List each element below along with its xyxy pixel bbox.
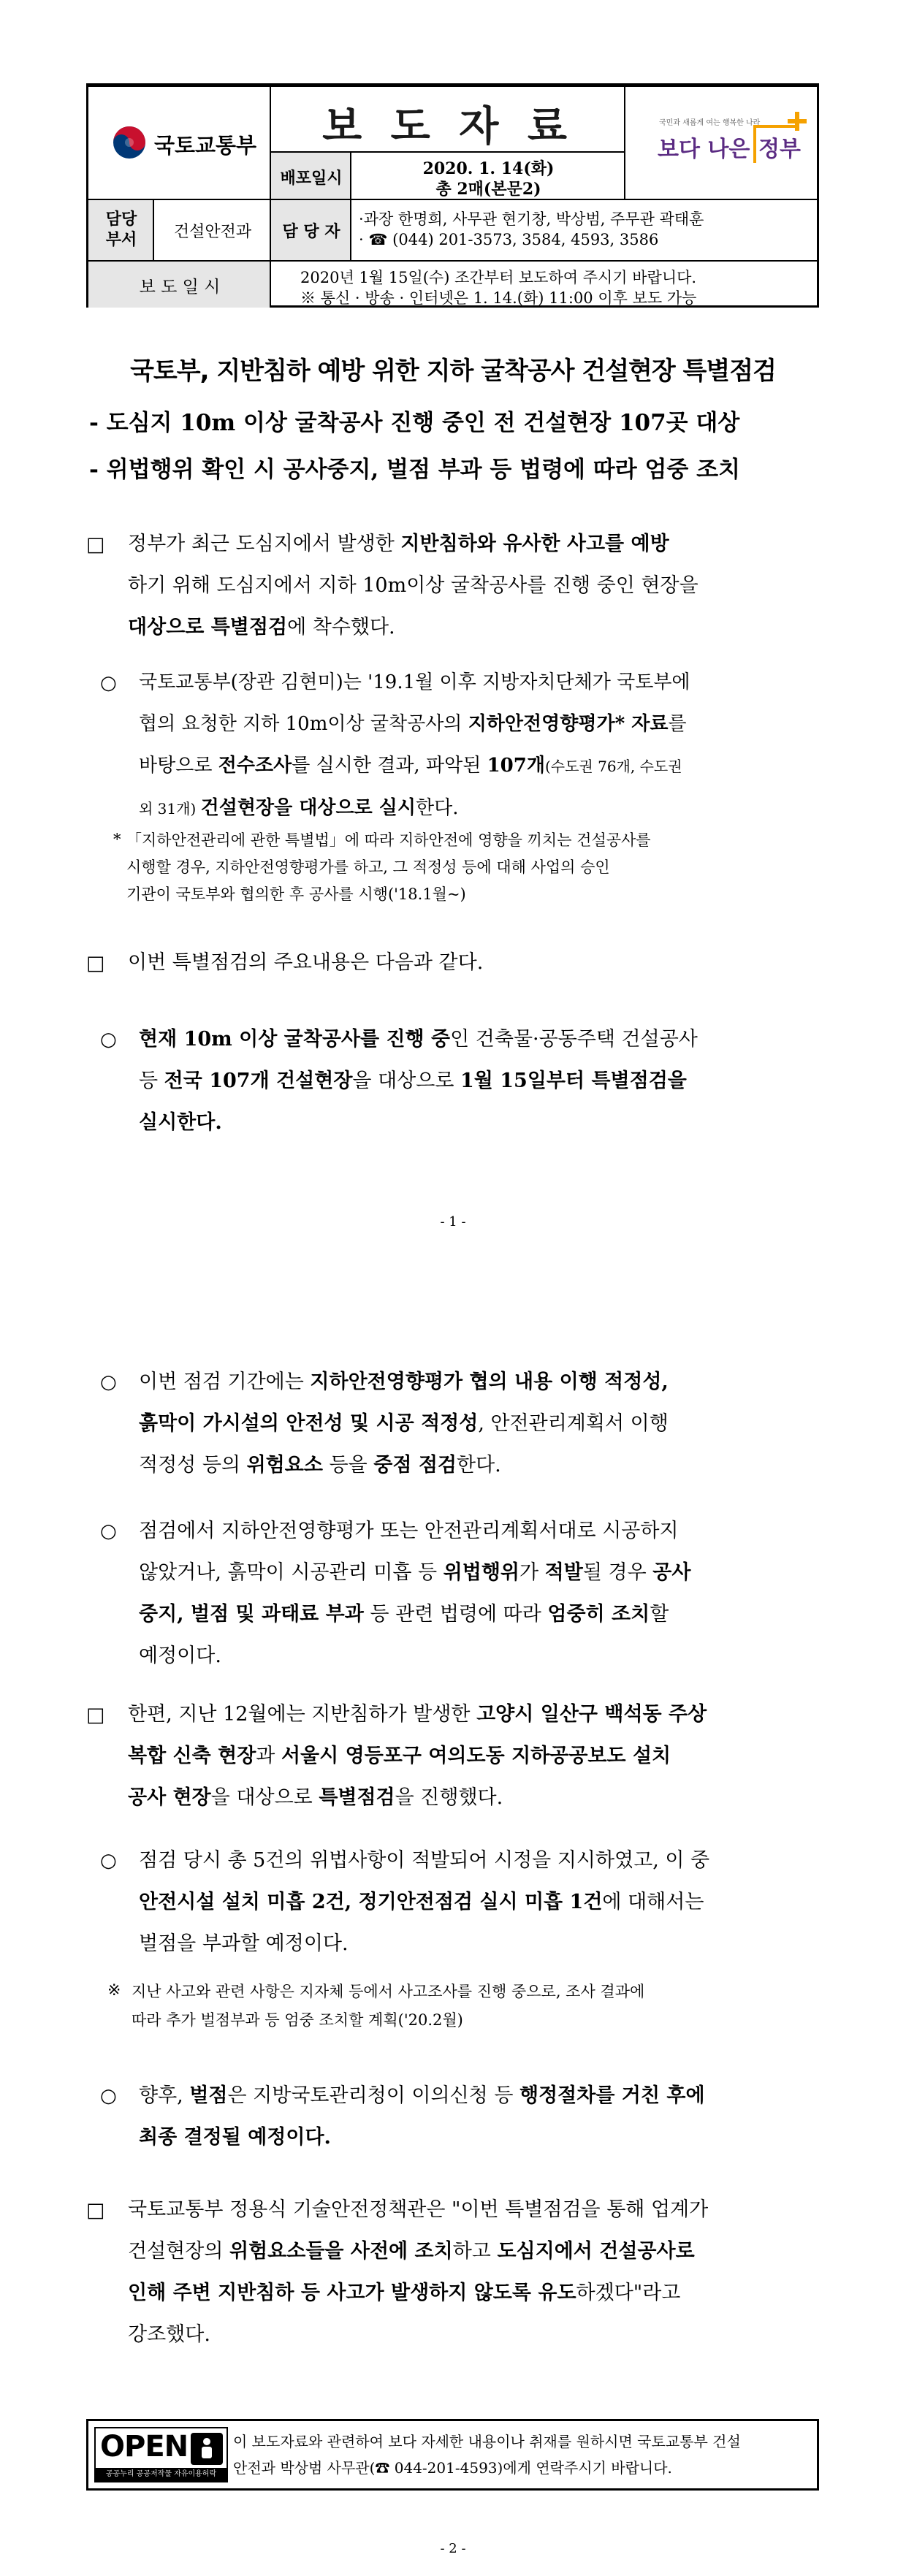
page-count: 총 2매(본문2) bbox=[435, 180, 541, 199]
note-2-line1: 지난 사고와 관련 사항은 지자체 등에서 사고조사를 진행 중으로, 조사 결과에 bbox=[132, 1983, 645, 2000]
circle-bullet: ○ bbox=[100, 1029, 117, 1051]
p7-text-4: 을 진행했다. bbox=[395, 1786, 503, 1809]
paragraph-1 bbox=[128, 523, 818, 648]
p2-bold-5: 건설현장을 대상으로 실시 bbox=[200, 797, 416, 819]
p2-text-5: 한다. bbox=[416, 797, 459, 819]
p8-line3: 벌점을 부과할 예정이다. bbox=[139, 1932, 349, 1955]
p2-text: 협의 요청한 지하 10m이상 굴착공사의 bbox=[139, 713, 468, 735]
p1-bold-2: 대상으로 특별점검 bbox=[128, 616, 288, 639]
distribution-label: 배포일시 bbox=[280, 169, 343, 188]
p5-bold-2: 흙막이 가시설의 안전성 및 시공 적정성 bbox=[139, 1412, 479, 1435]
p5-bold-3: 위험요소 bbox=[246, 1454, 323, 1476]
p9-text: 향후, bbox=[139, 2084, 190, 2107]
p2-text-3: 바탕으로 bbox=[139, 755, 218, 777]
p7-text: 한편, 지난 12월에는 지반침하가 발생한 bbox=[128, 1703, 477, 1726]
release-value-cell bbox=[271, 262, 817, 308]
distribution-label-cell bbox=[271, 153, 351, 200]
p6-line1: 점검에서 지하안전영향평가 또는 안전관리계획서대로 시공하지 bbox=[139, 1520, 679, 1542]
dept-label: 담당 부서 bbox=[105, 210, 137, 249]
p2-bold-2: * 자료 bbox=[614, 713, 669, 735]
p9-bold: 벌점 bbox=[189, 2084, 228, 2107]
p8-bold: 안전시설 설치 미흡 2건, 정기안전점검 실시 미흡 1건 bbox=[139, 1891, 603, 1913]
headline: 국토부, 지반침하 예방 위한 지하 굴착공사 건설현장 특별점검 bbox=[130, 357, 776, 386]
p4-text-2: 등 bbox=[139, 1070, 164, 1092]
contact-value-cell bbox=[351, 200, 817, 262]
box-bullet: □ bbox=[86, 2199, 105, 2222]
p4-bold-3: 1월 15일부터 특별점검을 bbox=[460, 1070, 687, 1092]
circle-bullet: ○ bbox=[100, 1520, 117, 1542]
dept-name: 건설안전과 bbox=[173, 223, 252, 241]
ministry-emblem-icon bbox=[112, 125, 147, 160]
paragraph-10 bbox=[128, 2189, 818, 2355]
distribution-value-cell bbox=[351, 153, 625, 200]
p10-bold-2: 도심지에서 건설공사로 bbox=[497, 2240, 695, 2263]
p2-text-2: 를 bbox=[668, 713, 687, 735]
page-number-1: - 1 - bbox=[440, 1214, 466, 1230]
p7-text-3: 을 대상으로 bbox=[210, 1786, 319, 1809]
open-label: OPEN bbox=[100, 2430, 189, 2463]
press-header-table bbox=[86, 83, 819, 308]
contact-people: ·과장 한명희, 사무관 현기창, 박상범, 주무관 곽태훈 bbox=[359, 210, 704, 228]
paragraph-8 bbox=[139, 1840, 818, 1965]
circle-bullet: ○ bbox=[100, 2085, 117, 2107]
circle-bullet: ○ bbox=[100, 672, 117, 694]
p10-line4: 강조했다. bbox=[128, 2323, 210, 2346]
p8-line1: 점검 당시 총 5건의 위법사항이 적발되어 시정을 지시하였고, 이 중 bbox=[139, 1849, 710, 1872]
slogan-main-1: 보다 나은 bbox=[658, 137, 750, 162]
p10-text-3: 하겠다"라고 bbox=[576, 2282, 681, 2304]
open-license-badge bbox=[94, 2427, 228, 2482]
p10-text: 건설현장의 bbox=[128, 2240, 229, 2263]
p6-line4: 예정이다. bbox=[139, 1645, 221, 1667]
p5-text: 이번 점검 기간에는 bbox=[139, 1371, 311, 1393]
ministry-name: 국토교통부 bbox=[154, 133, 257, 158]
p4-bold-2: 전국 107개 건설현장 bbox=[164, 1070, 353, 1092]
p5-text-5: 한다. bbox=[456, 1454, 501, 1476]
note-mark: ※ bbox=[107, 1981, 121, 2000]
p2-text-4: 를 실시한 결과, 파악된 bbox=[292, 755, 487, 777]
page-number-2: - 2 - bbox=[440, 2541, 466, 2556]
p5-bold-4: 중점 점검 bbox=[373, 1454, 457, 1476]
p1-text: 정부가 최근 도심지에서 발생한 bbox=[128, 533, 401, 555]
paragraph-4 bbox=[139, 1018, 818, 1143]
subhead-1: - 도심지 10m 이상 굴착공사 진행 중인 전 건설현장 107곳 대상 bbox=[89, 410, 740, 436]
p6-text-4: 등 관련 법령에 따라 bbox=[363, 1603, 548, 1626]
p7-bold-2: 복합 신축 현장 bbox=[128, 1745, 256, 1767]
box-bullet: □ bbox=[86, 1704, 105, 1726]
note-2-line2: 따라 추가 벌점부과 등 엄중 조치할 계획('20.2월) bbox=[132, 2011, 463, 2029]
p6-bold-5: 엄중히 조치 bbox=[547, 1603, 650, 1626]
footer-text bbox=[233, 2428, 741, 2481]
p5-text-4: 등을 bbox=[322, 1454, 374, 1476]
slogan-small: 국민과 새롭게 여는 행복한 나라 bbox=[659, 119, 761, 127]
contact-label-cell bbox=[271, 200, 351, 262]
p7-bold-4: 공사 현장 bbox=[128, 1786, 211, 1809]
p5-text-2: , 안전관리계획서 이행 bbox=[478, 1412, 669, 1435]
paragraph-5 bbox=[139, 1361, 818, 1486]
p9-text-2: 은 지방국토관리청이 이의신청 등 bbox=[227, 2084, 519, 2107]
p2-bold-3: 전수조사 bbox=[218, 755, 292, 777]
distribution-date: 2020. 1. 14(화) bbox=[422, 159, 555, 178]
paragraph-9 bbox=[139, 2075, 818, 2158]
box-bullet: □ bbox=[86, 952, 105, 975]
p6-bold-3: 공사 bbox=[652, 1561, 691, 1584]
p1-line2: 하기 위해 도심지에서 지하 10m이상 굴착공사를 진행 중인 현장을 bbox=[128, 574, 698, 597]
p4-text-3: 을 대상으로 bbox=[352, 1070, 460, 1092]
contact-phone: · ☎ (044) 201-3573, 3584, 4593, 3586 bbox=[359, 231, 659, 248]
p7-bold-3: 서울시 영등포구 여의도동 지하공공보도 설치 bbox=[281, 1745, 671, 1767]
p8-text: 에 대해서는 bbox=[602, 1891, 704, 1913]
circle-bullet: ○ bbox=[100, 1850, 117, 1872]
circle-bullet: ○ bbox=[100, 1371, 117, 1393]
footnote-1-line2: 시행할 경우, 지하안전영향평가를 하고, 그 적정성 등에 대해 사업의 승인 bbox=[126, 858, 610, 876]
paragraph-2 bbox=[139, 662, 818, 830]
title-cell bbox=[271, 87, 625, 153]
p6-bold: 위법행위 bbox=[443, 1561, 519, 1584]
subhead-2: - 위법행위 확인 시 공사중지, 벌점 부과 등 법령에 따라 엄중 조치 bbox=[89, 457, 741, 483]
asterisk-mark: * bbox=[113, 831, 121, 848]
p9-bold-3: 최종 결정될 예정이다. bbox=[139, 2126, 331, 2149]
p10-bold-3: 인해 주변 지반침하 등 사고가 발생하지 않도록 유도 bbox=[128, 2282, 576, 2304]
p6-text-3: 될 경우 bbox=[582, 1561, 653, 1584]
release-label-cell bbox=[88, 262, 271, 308]
document-title: 보 도 자 료 bbox=[322, 103, 574, 150]
release-line-2: ※ 통신 · 방송 · 인터넷은 1. 14.(화) 11:00 이후 보도 가능 bbox=[300, 289, 697, 307]
p2-small: (수도권 76개, 수도권 bbox=[544, 758, 682, 775]
p6-text: 않았거나, 흙막이 시공관리 미흡 등 bbox=[139, 1561, 444, 1584]
release-label: 보 도 일 시 bbox=[139, 278, 221, 297]
attribution-icon bbox=[191, 2433, 223, 2465]
p2-small-2: 외 31개) bbox=[139, 800, 201, 818]
footnote-1-line3: 기관이 국토부와 협의한 후 공사를 시행('18.1월~) bbox=[126, 885, 466, 903]
p1-bold: 지반침하와 유사한 사고를 예방 bbox=[400, 533, 669, 555]
p10-text-2: 하고 bbox=[452, 2240, 498, 2263]
p4-text: 인 건축물·공동주택 건설공사 bbox=[450, 1028, 698, 1051]
p9-bold-2: 행정절차를 거친 후에 bbox=[519, 2084, 705, 2107]
p6-text-2: 가 bbox=[519, 1561, 545, 1584]
box-bullet: □ bbox=[86, 533, 105, 556]
logo-cell bbox=[88, 87, 271, 200]
footnote-1 bbox=[126, 827, 817, 908]
p7-text-2: 과 bbox=[256, 1745, 281, 1767]
plus-icon bbox=[786, 110, 808, 132]
note-2 bbox=[132, 1978, 818, 2035]
p6-bold-2: 적발 bbox=[544, 1561, 583, 1584]
p10-line1: 국토교통부 정용식 기술안전정책관은 "이번 특별점검을 통해 업계가 bbox=[128, 2198, 709, 2221]
slogan-cell bbox=[625, 87, 817, 200]
open-license-subtitle: 공공누리 공공저작물 자유이용허락 bbox=[96, 2468, 226, 2481]
p1-text-2: 에 착수했다. bbox=[287, 616, 395, 639]
contact-label: 담 당 자 bbox=[282, 222, 340, 241]
p4-bold-4: 실시한다. bbox=[139, 1111, 222, 1134]
p2-bold-4: 107개 bbox=[487, 755, 545, 777]
slogan-main-2: 정부 bbox=[758, 137, 801, 162]
footer-line1: 이 보도자료와 관련하여 보다 자세한 내용이나 취재를 원하시면 국토교통부 건설 bbox=[233, 2433, 741, 2450]
paragraph-3: 이번 특별점검의 주요내용은 다음과 같다. bbox=[128, 951, 484, 974]
p4-bold: 현재 10m 이상 굴착공사를 진행 중 bbox=[139, 1028, 451, 1051]
footnote-1-line1: 「지하안전관리에 관한 특별법」에 따라 지하안전에 영향을 끼치는 건설공사를 bbox=[126, 831, 651, 849]
p7-bold: 고양시 일산구 백석동 주상 bbox=[476, 1703, 707, 1726]
p2-line1: 국토교통부(장관 김현미)는 '19.1월 이후 지방자치단체가 국토부에 bbox=[139, 671, 690, 693]
p6-text-5: 할 bbox=[650, 1603, 669, 1626]
p5-bold: 지하안전영향평가 협의 내용 이행 적정성, bbox=[310, 1371, 669, 1393]
footer-line2: 안전과 박상범 사무관(☎ 044-201-4593)에게 연락주시기 바랍니다. bbox=[233, 2459, 672, 2477]
p7-bold-5: 특별점검 bbox=[319, 1786, 395, 1809]
paragraph-6 bbox=[139, 1510, 818, 1677]
dept-name-cell bbox=[154, 200, 271, 262]
p10-bold: 위험요소들을 사전에 조치 bbox=[229, 2240, 453, 2263]
footer-box bbox=[86, 2419, 819, 2491]
p5-text-3: 적정성 등의 bbox=[139, 1454, 247, 1476]
p2-bold: 지하안전영향평가 bbox=[468, 713, 615, 735]
release-line-1: 2020년 1월 15일(수) 조간부터 보도하여 주시기 바랍니다. bbox=[300, 269, 697, 286]
dept-label-cell bbox=[88, 200, 154, 262]
paragraph-7 bbox=[128, 1693, 818, 1818]
p6-bold-4: 중지, 벌점 및 과태료 부과 bbox=[139, 1603, 364, 1626]
